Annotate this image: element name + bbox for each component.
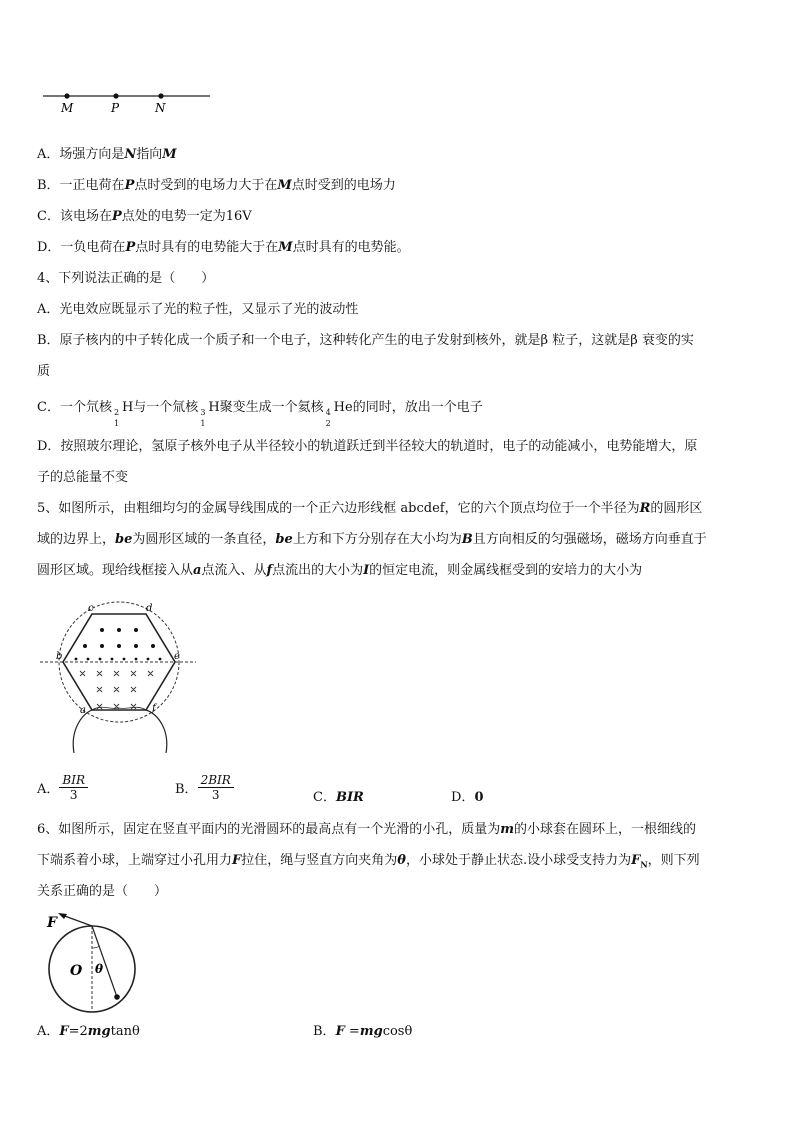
- q5-option-c: C．BIR: [313, 790, 364, 805]
- q4-option-a: A．光电效应既显示了光的粒子性，又显示了光的波动性: [37, 302, 359, 317]
- q3-option-c: C．该电场在P点处的电势一定为16V: [37, 209, 252, 224]
- q6-stem-line2: 下端系着小球，上端穿过小孔用力F拉住，绳与竖直方向夹角为θ，小球处于静止状态.设小球受支持力为$F_N$，则下列: [37, 853, 700, 870]
- label-m: M: [61, 101, 74, 115]
- q5-stem-line2: 域的边界上，be为圆形区域的一条直径，be上方和下方分别存在大小均为B且方向相反的匀强磁场，磁场方向垂直于: [37, 532, 707, 547]
- svg-text:d: d: [146, 603, 153, 614]
- svg-text:f: f: [152, 703, 156, 714]
- q4-option-d-line2: 子的总能量不变: [37, 470, 129, 485]
- q5-option-d: D．0: [451, 790, 484, 805]
- label-n: N: [155, 101, 166, 115]
- q5-stem-line1: 5、如图所示，由粗细均匀的金属导线围成的一个正六边形线框 abcdef，它的六个顶点均位于一个半径为R的圆形区: [37, 501, 703, 516]
- svg-text:a: a: [80, 705, 86, 716]
- q6-option-a: A．F=2mgtanθ: [37, 1024, 140, 1039]
- svg-text:e: e: [174, 651, 180, 662]
- q6-stem-line3: 关系正确的是（ ）: [37, 884, 168, 899]
- mpn-line-figure: [40, 88, 215, 116]
- svg-text:O: O: [70, 963, 83, 979]
- q5-option-b: B． $\frac{\text{2BIR}}{3}$: [175, 773, 234, 802]
- q3-option-a: A．场强方向是N指向M: [37, 147, 177, 162]
- q6-option-b: B．F =mgcosθ: [313, 1024, 413, 1039]
- q3-option-b: B．一正电荷在P点时受到的电场力大于在M点时受到的电场力: [37, 178, 396, 193]
- svg-text:θ: θ: [95, 962, 104, 976]
- q6-stem-line1: 6、如图所示，固定在竖直平面内的光滑圆环的最高点有一个光滑的小孔，质量为m的小球套在圆环上，一根细线的: [37, 822, 697, 837]
- q4-option-c: C．一个氘核 2 1 H与一个氚核 3 1 H聚变生成一个氦核 4 2 He的同时，放出一个电子: [37, 400, 483, 428]
- q5-stem-line3: 圆形区域。现给线框接入从a点流入、从f点流出的大小为I的恒定电流，则金属线框受到的安培力的大小为: [37, 563, 643, 578]
- label-p: P: [111, 101, 120, 115]
- q4-option-d-line1: D．按照玻尔理论，氢原子核外电子从半径较小的轨道跃迁到半径较大的轨道时，电子的动能减小，电势能增大，原: [37, 439, 698, 454]
- q4-option-b-line2: 质: [37, 364, 51, 379]
- q4-stem: 4、下列说法正确的是（ ）: [37, 271, 215, 286]
- svg-text:c: c: [88, 603, 94, 614]
- hexagon-magnetic-field-figure: [38, 598, 198, 760]
- q5-option-a: A． $\frac{\text{BIR}}{3}$: [37, 773, 88, 802]
- q3-option-d: D．一负电荷在P点时具有的电势能大于在M点时具有的电势能。: [37, 240, 410, 255]
- svg-text:F: F: [47, 915, 57, 931]
- ring-ball-figure: [42, 912, 142, 1014]
- q4-option-b-line1: B．原子核内的中子转化成一个质子和一个电子，这种转化产生的电子发射到核外，就是β 粒子，这就是β 衰变的实: [37, 333, 694, 348]
- svg-text:b: b: [56, 651, 63, 662]
